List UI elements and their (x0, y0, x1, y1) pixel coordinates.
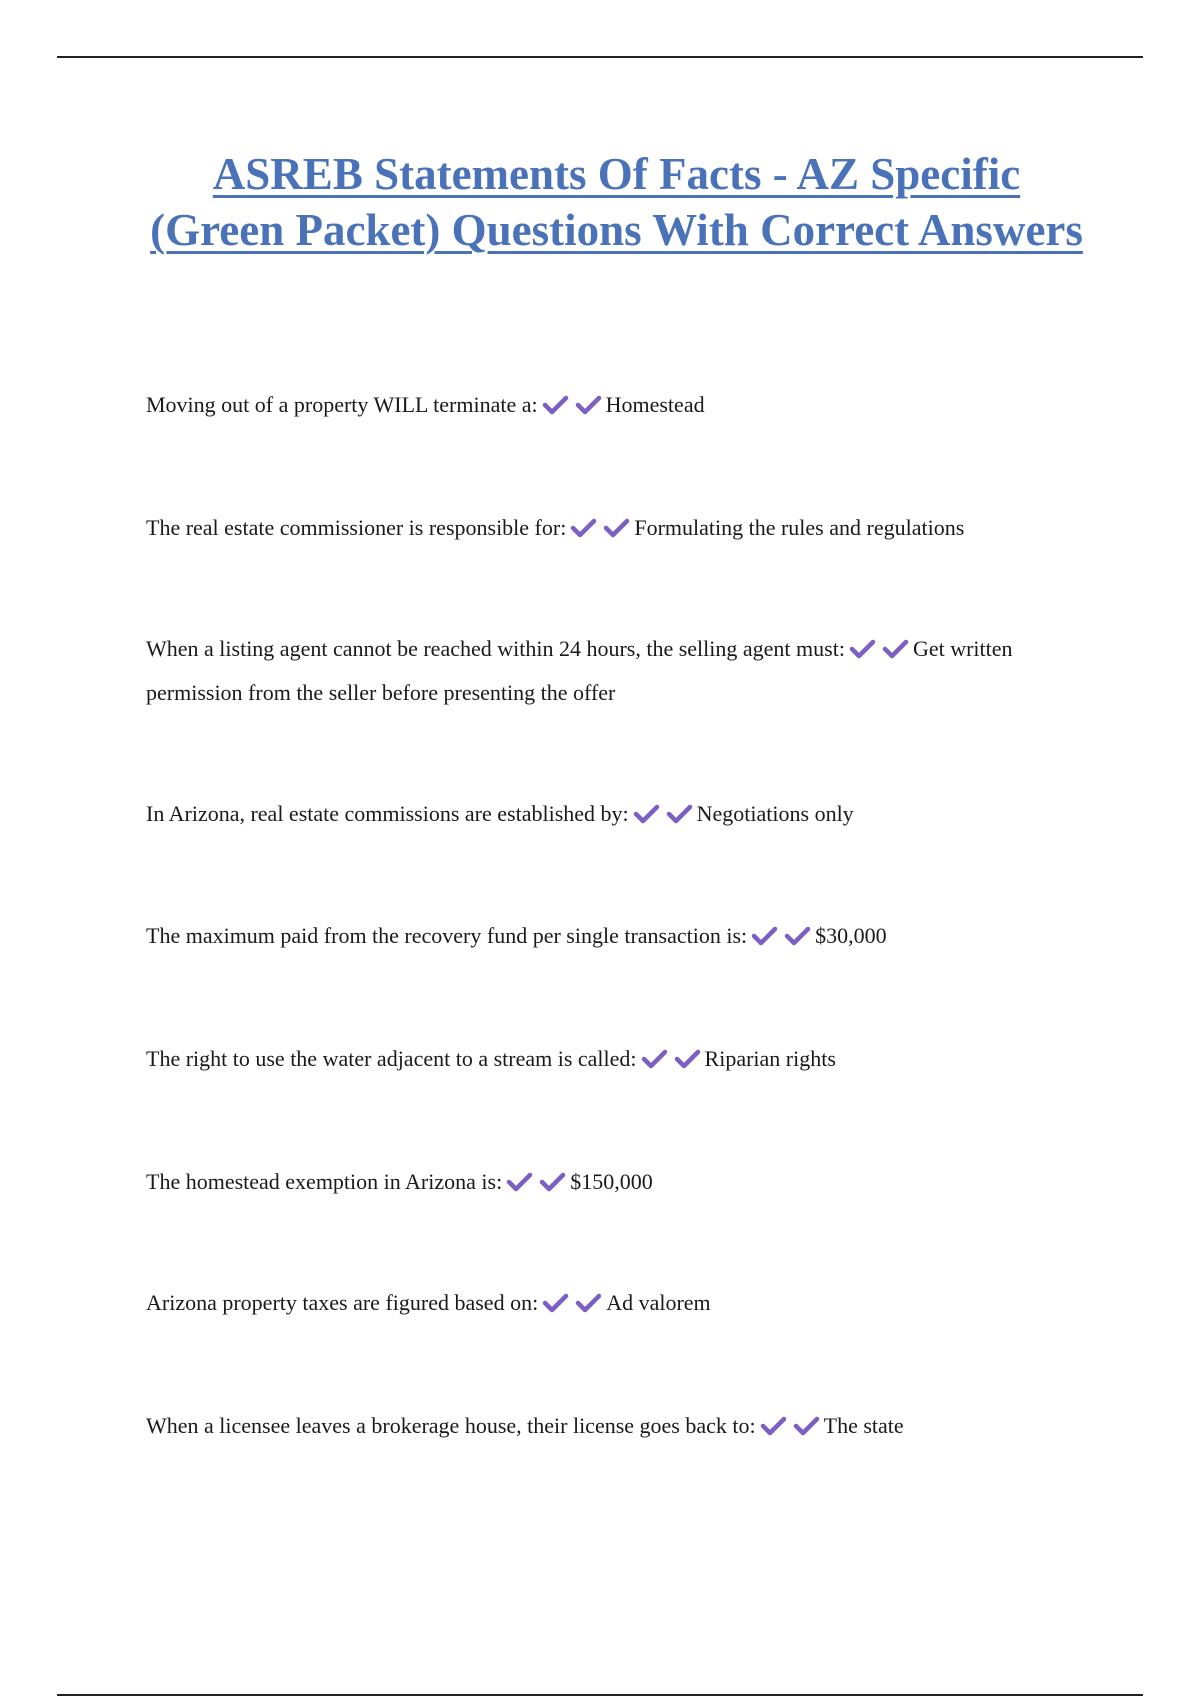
check-icon (542, 1293, 569, 1313)
answer-text: Formulating the rules and regulations (634, 515, 965, 540)
bottom-rule (57, 1694, 1143, 1696)
qa-item (146, 792, 1046, 836)
answer-text: Get written permission from the seller before presenting the offer (146, 636, 1013, 705)
top-rule (57, 56, 1143, 58)
question-text: Arizona property taxes are figured based on: (146, 1290, 539, 1315)
check-icon (760, 1416, 787, 1436)
qa-item (146, 1160, 1046, 1204)
check-icon (641, 1049, 668, 1069)
answer-text: Negotiations only (696, 801, 854, 826)
check-icon (506, 1172, 533, 1192)
check-icon (633, 804, 660, 824)
answer-text: The state (823, 1413, 904, 1438)
question-text: The real estate commissioner is responsible for: (146, 515, 567, 540)
answer-text: $150,000 (570, 1169, 653, 1194)
qa-item (146, 1281, 1046, 1325)
check-icon (603, 518, 630, 538)
qa-item (146, 506, 1046, 550)
check-icon (793, 1416, 820, 1436)
question-text: Moving out of a property WILL terminate a: (146, 392, 538, 417)
qa-item (146, 383, 1046, 427)
qa-item (146, 914, 1046, 958)
check-icon (575, 1293, 602, 1313)
check-icon (570, 518, 597, 538)
question-text: The right to use the water adjacent to a stream is called: (146, 1046, 637, 1071)
answer-text: Homestead (605, 392, 705, 417)
check-icon (882, 639, 909, 659)
check-icon (542, 395, 569, 415)
question-text: The homestead exemption in Arizona is: (146, 1169, 503, 1194)
check-icon (575, 395, 602, 415)
document-title: ASREB Statements Of Facts - AZ Specific (Green Packet) Questions With Correct Answers (150, 149, 1083, 255)
answer-text: $30,000 (815, 923, 887, 948)
check-icon (784, 926, 811, 946)
answer-text: Riparian rights (704, 1046, 836, 1071)
qa-item (146, 1037, 1046, 1081)
qa-item (146, 627, 1046, 715)
question-text: In Arizona, real estate commissions are established by: (146, 801, 629, 826)
check-icon (539, 1172, 566, 1192)
question-text: When a listing agent cannot be reached within 24 hours, the selling agent must: (146, 636, 845, 661)
question-text: When a licensee leaves a brokerage house, their license goes back to: (146, 1413, 756, 1438)
answer-text: Ad valorem (606, 1290, 711, 1315)
check-icon (751, 926, 778, 946)
question-text: The maximum paid from the recovery fund per single transaction is: (146, 923, 748, 948)
check-icon (674, 1049, 701, 1069)
qa-item (146, 1404, 1046, 1448)
check-icon (666, 804, 693, 824)
check-icon (849, 639, 876, 659)
